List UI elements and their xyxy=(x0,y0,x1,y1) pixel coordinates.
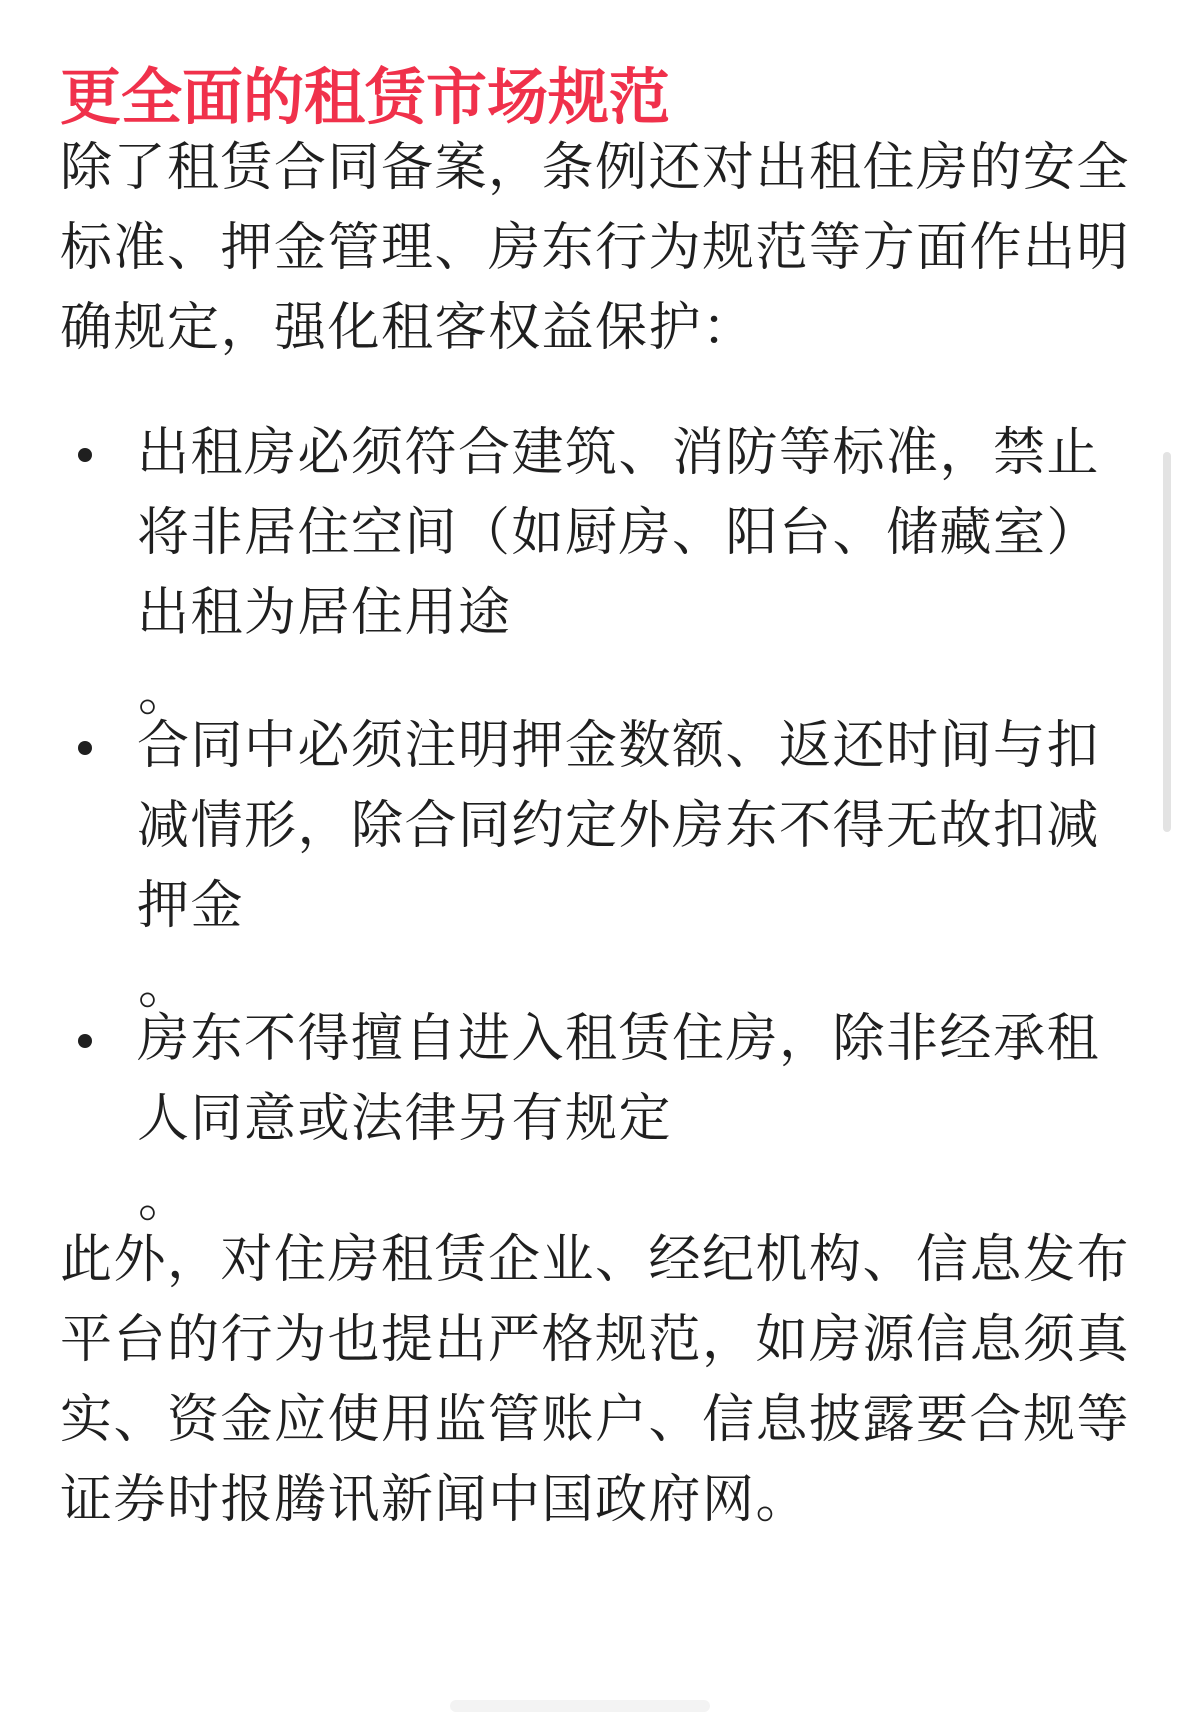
section-heading: 更全面的租赁市场规范 xyxy=(60,62,671,133)
bottom-fade-indicator xyxy=(450,1700,710,1712)
bullet-trailing-period: 。 xyxy=(138,956,191,1016)
bullet-line: 押金 xyxy=(137,876,245,936)
closing-line: 此外，对住房租赁企业、经纪机构、信息发布 xyxy=(60,1230,1131,1290)
bullet-dot-icon xyxy=(78,1034,92,1048)
bullet-text xyxy=(137,706,1137,946)
closing-line: 证券时报腾讯新闻中国政府网。 xyxy=(60,1470,810,1530)
bullet-text xyxy=(137,999,1137,1159)
bullet-line: 减情形，除合同约定外房东不得无故扣减 xyxy=(137,796,1101,856)
bullet-text xyxy=(137,413,1137,653)
bullet-line: 将非居住空间（如厨房、阳台、储藏室） xyxy=(137,503,1101,563)
intro-line: 确规定，强化租客权益保护： xyxy=(60,298,756,358)
bullet-trailing-period: 。 xyxy=(138,1169,191,1229)
bullet-line: 出租为居住用途 xyxy=(137,583,512,643)
intro-paragraph xyxy=(60,128,1131,368)
bullet-line: 合同中必须注明押金数额、返还时间与扣 xyxy=(137,716,1101,776)
bullet-line: 房东不得擅自进入租赁住房，除非经承租 xyxy=(137,1009,1101,1069)
bullet-dot-icon xyxy=(78,448,92,462)
closing-line: 实、资金应使用监管账户、信息披露要合规等 xyxy=(60,1390,1131,1450)
intro-line: 除了租赁合同备案，条例还对出租住房的安全 xyxy=(60,138,1131,198)
intro-line: 标准、押金管理、房东行为规范等方面作出明 xyxy=(60,218,1131,278)
closing-line: 平台的行为也提出严格规范，如房源信息须真 xyxy=(60,1310,1131,1370)
closing-paragraph xyxy=(60,1220,1131,1540)
bullet-trailing-period: 。 xyxy=(138,663,191,723)
bullet-line: 人同意或法律另有规定 xyxy=(137,1089,673,1149)
bullet-line: 出租房必须符合建筑、消防等标准，禁止 xyxy=(137,423,1101,483)
scrollbar[interactable] xyxy=(1163,452,1171,832)
bullet-dot-icon xyxy=(78,741,92,755)
